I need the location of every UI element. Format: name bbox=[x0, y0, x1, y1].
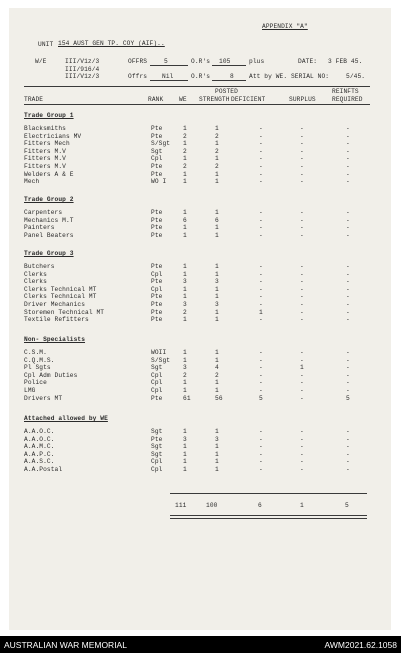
row-def: - bbox=[259, 270, 263, 278]
row-posted: 1 bbox=[215, 316, 219, 324]
row-req: - bbox=[346, 466, 350, 473]
row-trade: A.A.M.C. bbox=[24, 443, 55, 451]
row-req: - bbox=[346, 140, 350, 148]
group-title: Attached allowed by WE bbox=[24, 415, 108, 422]
row-posted: 1 bbox=[215, 125, 219, 132]
row-we: 1 bbox=[183, 231, 187, 239]
row-trade: A.A.O.C. bbox=[24, 435, 55, 443]
row-req: - bbox=[346, 458, 350, 466]
row-req: - bbox=[346, 163, 350, 170]
ors-underline-1 bbox=[212, 65, 246, 66]
row-rank: Sgt bbox=[151, 428, 163, 435]
row-req: - bbox=[346, 387, 350, 394]
row-req: - bbox=[346, 379, 350, 387]
row-we: 1 bbox=[183, 224, 187, 232]
row-posted: 56 bbox=[215, 394, 223, 402]
row-trade: Clerks Technical MT bbox=[24, 285, 97, 293]
row-trade: Fitters M.V bbox=[24, 163, 66, 170]
row-we: 1 bbox=[183, 293, 187, 301]
row-req: 5 bbox=[346, 394, 350, 402]
total-surplus: 1 bbox=[300, 502, 304, 509]
row-rank: Pte bbox=[151, 125, 163, 132]
row-posted: 1 bbox=[215, 428, 219, 435]
ors-underline-2 bbox=[212, 80, 246, 81]
date-value: 3 FEB 45. bbox=[328, 58, 363, 65]
row-sur: - bbox=[300, 140, 304, 148]
row-req: - bbox=[346, 263, 350, 270]
total-deficient: 6 bbox=[258, 502, 262, 509]
row-req: - bbox=[346, 285, 350, 293]
row-rank: Sgt bbox=[151, 147, 163, 155]
row-trade: Panel Beaters bbox=[24, 231, 74, 239]
row-def: - bbox=[259, 450, 263, 458]
row-def: - bbox=[259, 263, 263, 270]
group-title: Trade Group 1 bbox=[24, 112, 74, 119]
offrs-label-2: Offrs bbox=[128, 73, 148, 80]
row-trade: Fitters M.V bbox=[24, 147, 66, 155]
row-rank: WOII bbox=[151, 349, 167, 356]
row-trade: Textile Refitters bbox=[24, 316, 89, 324]
col-strength: STRENGTH bbox=[199, 96, 230, 103]
row-rank: Pte bbox=[151, 216, 163, 224]
totals-rule-1 bbox=[170, 515, 367, 516]
row-def: - bbox=[259, 147, 263, 155]
row-req: - bbox=[346, 178, 350, 186]
totals-top-rule bbox=[170, 493, 367, 494]
col-reinfts: REINFTS bbox=[332, 88, 359, 95]
header-bottom-rule bbox=[24, 104, 370, 105]
offrs-underline-2 bbox=[150, 80, 188, 81]
row-def: - bbox=[259, 301, 263, 308]
unit-name: 154 AUST GEN TP. COY (AIF).. bbox=[58, 40, 165, 47]
footer-right: AWM2021.62.1058 bbox=[324, 640, 397, 650]
row-sur: - bbox=[300, 379, 304, 387]
row-posted: 2 bbox=[215, 163, 219, 170]
we-code-2: III/916/4 bbox=[65, 66, 100, 73]
row-trade: Cpl Adm Duties bbox=[24, 371, 78, 379]
row-rank: Cpl bbox=[151, 387, 163, 394]
row-def: - bbox=[259, 125, 263, 132]
row-trade: Clerks bbox=[24, 270, 47, 278]
row-posted: 1 bbox=[215, 387, 219, 394]
row-rank: Pte bbox=[151, 278, 163, 286]
row-posted: 1 bbox=[215, 170, 219, 178]
row-req: - bbox=[346, 364, 350, 372]
row-posted: 1 bbox=[215, 263, 219, 270]
row-we: 2 bbox=[183, 308, 187, 316]
row-rank: Pte bbox=[151, 132, 163, 140]
ors-value-1: 105 bbox=[219, 58, 231, 65]
row-posted: 1 bbox=[215, 140, 219, 148]
row-sur: - bbox=[300, 285, 304, 293]
row-we: 1 bbox=[183, 125, 187, 132]
we-label: W/E bbox=[35, 58, 47, 65]
row-sur: - bbox=[300, 278, 304, 286]
row-def: - bbox=[259, 178, 263, 186]
row-sur: - bbox=[300, 308, 304, 316]
row-trade: Fitters M.V bbox=[24, 155, 66, 163]
date-label: DATE: bbox=[298, 58, 318, 65]
row-trade: Clerks bbox=[24, 278, 47, 286]
row-def: - bbox=[259, 155, 263, 163]
row-def: - bbox=[259, 132, 263, 140]
row-def: 1 bbox=[259, 308, 263, 316]
row-sur: - bbox=[300, 270, 304, 278]
row-def: - bbox=[259, 371, 263, 379]
row-trade: A.A.S.C. bbox=[24, 458, 55, 466]
row-trade: Butchers bbox=[24, 263, 55, 270]
row-def: - bbox=[259, 428, 263, 435]
row-def: - bbox=[259, 278, 263, 286]
row-we: 1 bbox=[183, 170, 187, 178]
row-req: - bbox=[346, 224, 350, 232]
row-we: 1 bbox=[183, 140, 187, 148]
row-rank: Sgt bbox=[151, 443, 163, 451]
row-sur: - bbox=[300, 316, 304, 324]
row-trade: Pl Sgts bbox=[24, 364, 51, 372]
row-trade: Electricians MV bbox=[24, 132, 82, 140]
col-trade: TRADE bbox=[24, 96, 44, 103]
row-posted: 1 bbox=[215, 231, 219, 239]
row-sur: 1 bbox=[300, 364, 304, 372]
offrs-underline-1 bbox=[150, 65, 188, 66]
row-rank: Pte bbox=[151, 301, 163, 308]
row-rank: Pte bbox=[151, 231, 163, 239]
row-req: - bbox=[346, 293, 350, 301]
row-req: - bbox=[346, 301, 350, 308]
row-we: 61 bbox=[183, 394, 191, 402]
row-we: 1 bbox=[183, 155, 187, 163]
row-sur: - bbox=[300, 263, 304, 270]
row-we: 1 bbox=[183, 209, 187, 216]
row-def: - bbox=[259, 140, 263, 148]
col-surplus: SURPLUS bbox=[289, 96, 316, 103]
group-title: Trade Group 3 bbox=[24, 250, 74, 257]
row-def: - bbox=[259, 209, 263, 216]
row-req: - bbox=[346, 443, 350, 451]
row-sur: - bbox=[300, 132, 304, 140]
row-def: - bbox=[259, 316, 263, 324]
row-we: 6 bbox=[183, 216, 187, 224]
row-we: 1 bbox=[183, 270, 187, 278]
offrs-value-1: 5 bbox=[164, 58, 168, 65]
row-rank: Pte bbox=[151, 224, 163, 232]
row-trade: Welders A & E bbox=[24, 170, 74, 178]
row-posted: 1 bbox=[215, 155, 219, 163]
row-def: - bbox=[259, 379, 263, 387]
row-req: - bbox=[346, 270, 350, 278]
row-rank: Cpl bbox=[151, 285, 163, 293]
row-sur: - bbox=[300, 301, 304, 308]
row-sur: - bbox=[300, 147, 304, 155]
row-trade: Mech bbox=[24, 178, 40, 186]
row-req: - bbox=[346, 170, 350, 178]
row-def: - bbox=[259, 443, 263, 451]
row-def: - bbox=[259, 349, 263, 356]
row-trade: Mechanics M.T bbox=[24, 216, 74, 224]
unit-label: UNIT bbox=[38, 41, 54, 48]
row-req: - bbox=[346, 349, 350, 356]
header-top-rule bbox=[24, 86, 370, 87]
row-def: - bbox=[259, 458, 263, 466]
row-we: 1 bbox=[183, 379, 187, 387]
row-rank: Pte bbox=[151, 435, 163, 443]
row-req: - bbox=[346, 147, 350, 155]
footer-left: AUSTRALIAN WAR MEMORIAL bbox=[4, 640, 127, 650]
row-we: 1 bbox=[183, 178, 187, 186]
row-we: 2 bbox=[183, 163, 187, 170]
row-rank: Cpl bbox=[151, 379, 163, 387]
row-sur: - bbox=[300, 371, 304, 379]
row-rank: WO I bbox=[151, 178, 167, 186]
row-posted: 1 bbox=[215, 379, 219, 387]
row-def: - bbox=[259, 435, 263, 443]
row-rank: Sgt bbox=[151, 450, 163, 458]
row-rank: Pte bbox=[151, 316, 163, 324]
row-def: - bbox=[259, 387, 263, 394]
row-req: - bbox=[346, 209, 350, 216]
row-trade: A.A.P.C. bbox=[24, 450, 55, 458]
row-posted: 1 bbox=[215, 466, 219, 473]
row-req: - bbox=[346, 216, 350, 224]
row-trade: C.Q.M.S. bbox=[24, 356, 55, 364]
row-def: 5 bbox=[259, 394, 263, 402]
appendix-label: APPENDIX "A" bbox=[262, 23, 308, 30]
row-sur: - bbox=[300, 435, 304, 443]
row-posted: 4 bbox=[215, 364, 219, 372]
row-posted: 2 bbox=[215, 147, 219, 155]
row-we: 1 bbox=[183, 263, 187, 270]
row-rank: S/Sgt bbox=[151, 140, 171, 148]
row-trade: Carpenters bbox=[24, 209, 63, 216]
row-trade: Blacksmiths bbox=[24, 125, 66, 132]
row-sur: - bbox=[300, 293, 304, 301]
total-posted: 100 bbox=[206, 502, 218, 509]
row-req: - bbox=[346, 155, 350, 163]
row-sur: - bbox=[300, 224, 304, 232]
row-rank: Pte bbox=[151, 170, 163, 178]
row-we: 3 bbox=[183, 301, 187, 308]
row-posted: 1 bbox=[215, 450, 219, 458]
row-posted: 2 bbox=[215, 132, 219, 140]
ors-label-1: O.R's bbox=[191, 58, 211, 65]
row-rank: S/Sgt bbox=[151, 356, 171, 364]
offrs-value-2: Nil bbox=[162, 73, 174, 80]
row-sur: - bbox=[300, 178, 304, 186]
row-req: - bbox=[346, 371, 350, 379]
row-sur: - bbox=[300, 428, 304, 435]
row-def: - bbox=[259, 466, 263, 473]
row-def: - bbox=[259, 285, 263, 293]
row-req: - bbox=[346, 125, 350, 132]
row-rank: Cpl bbox=[151, 155, 163, 163]
group-title: Trade Group 2 bbox=[24, 196, 74, 203]
row-trade: Driver Mechanics bbox=[24, 301, 86, 308]
row-sur: - bbox=[300, 170, 304, 178]
col-posted: POSTED bbox=[215, 88, 238, 95]
row-posted: 3 bbox=[215, 278, 219, 286]
total-we: 111 bbox=[175, 502, 187, 509]
row-we: 1 bbox=[183, 450, 187, 458]
row-req: - bbox=[346, 428, 350, 435]
row-posted: 1 bbox=[215, 293, 219, 301]
row-rank: Pte bbox=[151, 263, 163, 270]
row-we: 1 bbox=[183, 428, 187, 435]
ors-label-2: O.R's bbox=[191, 73, 211, 80]
row-we: 2 bbox=[183, 132, 187, 140]
row-trade: C.S.M. bbox=[24, 349, 47, 356]
row-rank: Pte bbox=[151, 293, 163, 301]
row-rank: Pte bbox=[151, 163, 163, 170]
row-sur: - bbox=[300, 356, 304, 364]
group-title: Non- Specialists bbox=[24, 336, 86, 343]
row-rank: Sgt bbox=[151, 364, 163, 372]
row-def: - bbox=[259, 231, 263, 239]
row-rank: Cpl bbox=[151, 466, 163, 473]
row-sur: - bbox=[300, 231, 304, 239]
col-required: REQUIRED bbox=[332, 96, 363, 103]
row-we: 2 bbox=[183, 371, 187, 379]
offrs-label-1: OFFRS bbox=[128, 58, 148, 65]
row-trade: A.A.Postal bbox=[24, 466, 63, 473]
row-trade: LMG bbox=[24, 387, 36, 394]
row-posted: 1 bbox=[215, 178, 219, 186]
row-trade: Clerks Technical MT bbox=[24, 293, 97, 301]
row-sur: - bbox=[300, 349, 304, 356]
row-posted: 3 bbox=[215, 435, 219, 443]
row-we: 1 bbox=[183, 356, 187, 364]
row-posted: 2 bbox=[215, 371, 219, 379]
row-posted: 1 bbox=[215, 443, 219, 451]
row-def: - bbox=[259, 364, 263, 372]
row-sur: - bbox=[300, 216, 304, 224]
row-rank: Cpl bbox=[151, 458, 163, 466]
row-trade: Storemen Technical MT bbox=[24, 308, 105, 316]
row-we: 1 bbox=[183, 285, 187, 293]
row-sur: - bbox=[300, 443, 304, 451]
row-def: - bbox=[259, 170, 263, 178]
row-posted: 1 bbox=[215, 356, 219, 364]
serial-value: 5/45. bbox=[346, 73, 366, 80]
row-posted: 1 bbox=[215, 270, 219, 278]
col-deficient: DEFICIENT bbox=[231, 96, 266, 103]
row-def: - bbox=[259, 216, 263, 224]
row-sur: - bbox=[300, 450, 304, 458]
row-we: 1 bbox=[183, 316, 187, 324]
row-we: 1 bbox=[183, 443, 187, 451]
row-posted: 1 bbox=[215, 308, 219, 316]
row-req: - bbox=[346, 435, 350, 443]
plus-label: plus bbox=[249, 58, 265, 65]
attached-text: Att by WE. SERIAL NO: bbox=[249, 73, 330, 80]
row-we: 3 bbox=[183, 278, 187, 286]
row-posted: 1 bbox=[215, 285, 219, 293]
row-posted: 6 bbox=[215, 216, 219, 224]
col-we: WE bbox=[179, 96, 187, 103]
row-sur: - bbox=[300, 125, 304, 132]
ors-value-2: 8 bbox=[230, 73, 234, 80]
row-sur: - bbox=[300, 387, 304, 394]
row-posted: 1 bbox=[215, 458, 219, 466]
row-posted: 3 bbox=[215, 301, 219, 308]
row-we: 1 bbox=[183, 458, 187, 466]
row-rank: Cpl bbox=[151, 270, 163, 278]
row-we: 3 bbox=[183, 435, 187, 443]
col-rank: RANK bbox=[148, 96, 164, 103]
row-def: - bbox=[259, 224, 263, 232]
total-required: 5 bbox=[345, 502, 349, 509]
row-rank: Pte bbox=[151, 209, 163, 216]
row-trade: Drivers MT bbox=[24, 394, 63, 402]
row-we: 3 bbox=[183, 364, 187, 372]
row-sur: - bbox=[300, 458, 304, 466]
row-we: 1 bbox=[183, 466, 187, 473]
row-rank: Pte bbox=[151, 308, 163, 316]
row-rank: Pte bbox=[151, 394, 163, 402]
row-trade: A.A.O.C. bbox=[24, 428, 55, 435]
row-req: - bbox=[346, 278, 350, 286]
archive-footer bbox=[0, 636, 401, 653]
row-def: - bbox=[259, 163, 263, 170]
we-code-3: III/V1z/3 bbox=[65, 73, 100, 80]
row-sur: - bbox=[300, 466, 304, 473]
row-def: - bbox=[259, 293, 263, 301]
row-we: 2 bbox=[183, 147, 187, 155]
row-req: - bbox=[346, 308, 350, 316]
row-posted: 1 bbox=[215, 209, 219, 216]
row-we: 1 bbox=[183, 349, 187, 356]
row-req: - bbox=[346, 132, 350, 140]
row-rank: Cpl bbox=[151, 371, 163, 379]
row-sur: - bbox=[300, 209, 304, 216]
row-req: - bbox=[346, 231, 350, 239]
row-def: - bbox=[259, 356, 263, 364]
we-code-1: III/V1z/3 bbox=[65, 58, 100, 65]
row-sur: - bbox=[300, 155, 304, 163]
row-req: - bbox=[346, 450, 350, 458]
row-sur: - bbox=[300, 394, 304, 402]
row-req: - bbox=[346, 316, 350, 324]
row-posted: 1 bbox=[215, 224, 219, 232]
row-we: 1 bbox=[183, 387, 187, 394]
row-trade: Police bbox=[24, 379, 47, 387]
row-trade: Painters bbox=[24, 224, 55, 232]
row-req: - bbox=[346, 356, 350, 364]
row-sur: - bbox=[300, 163, 304, 170]
row-trade: Fitters Mech bbox=[24, 140, 70, 148]
row-posted: 1 bbox=[215, 349, 219, 356]
totals-rule-2 bbox=[170, 518, 367, 519]
